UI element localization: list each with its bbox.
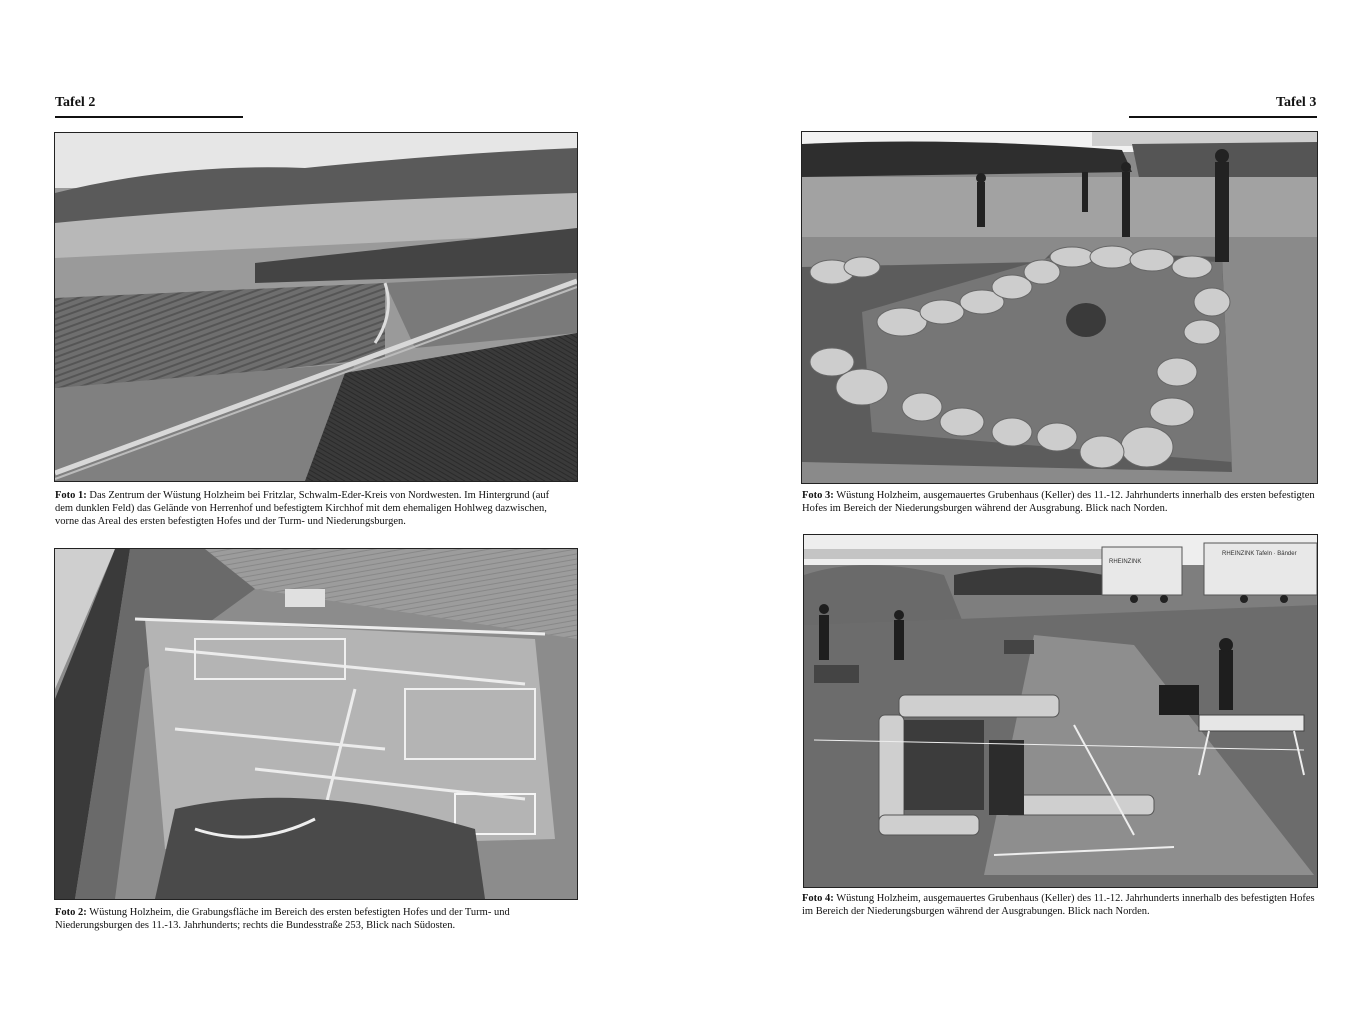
photo-2-caption	[55, 906, 565, 932]
photo-4-excavation-trucks	[803, 534, 1318, 888]
photo-2-excavation-aerial	[54, 548, 578, 900]
photo-4-caption	[802, 892, 1317, 918]
photo-1-label: Foto 1:	[55, 490, 87, 501]
photo-3-stone-cellar	[801, 131, 1318, 484]
photo-4-label: Foto 4:	[802, 893, 834, 904]
photo-1-caption	[55, 489, 565, 528]
right-page-header: Tafel 3	[1276, 95, 1317, 110]
photo-2-label: Foto 2:	[55, 907, 87, 918]
photo-3-caption	[802, 489, 1317, 515]
photo-3-label: Foto 3:	[802, 490, 834, 501]
truck-sign-right: RHEINZINK Tafeln · Bänder	[1222, 551, 1297, 557]
photo-1-aerial-landscape	[54, 132, 578, 482]
truck-sign-left: RHEINZINK	[1109, 559, 1142, 565]
photo-3-text: Wüstung Holzheim, ausgemauertes Grubenhaus (Keller) des 11.-12. Jahrhunderts innerhalb des ersten befestigten Hofes im Bereich der Niederungsburgen während der Ausgrabung. Blick nach Norden.	[802, 490, 1315, 514]
photo-2-text: Wüstung Holzheim, die Grabungsfläche im Bereich des ersten befestigten Hofes und der Turm- und Niederungsburgen des 11.-13. Jahrhunderts; rechts die Bundesstraße 253, Blick nach Südosten.	[55, 907, 510, 931]
photo-1-text: Das Zentrum der Wüstung Holzheim bei Fritzlar, Schwalm-Eder-Kreis von Nordwesten. Im Hintergrund (auf dem dunklen Feld) das Gelände von Herrenhof und befestigtem Kirchhof mit dem ehemaligen Hohlweg dazwischen, vorne das Areal des ersten befestigten Hofes und der Turm- und Niederungsburgen.	[55, 490, 550, 527]
right-header-rule	[1129, 116, 1317, 118]
left-page-header: Tafel 2	[55, 95, 96, 110]
left-header-rule	[55, 116, 243, 118]
photo-4-text: Wüstung Holzheim, ausgemauertes Grubenhaus (Keller) des 11.-12. Jahrhunderts innerhalb des befestigten Hofes im Bereich der Niederungsburgen während der Ausgrabungen. Blick nach Norden.	[802, 893, 1315, 917]
